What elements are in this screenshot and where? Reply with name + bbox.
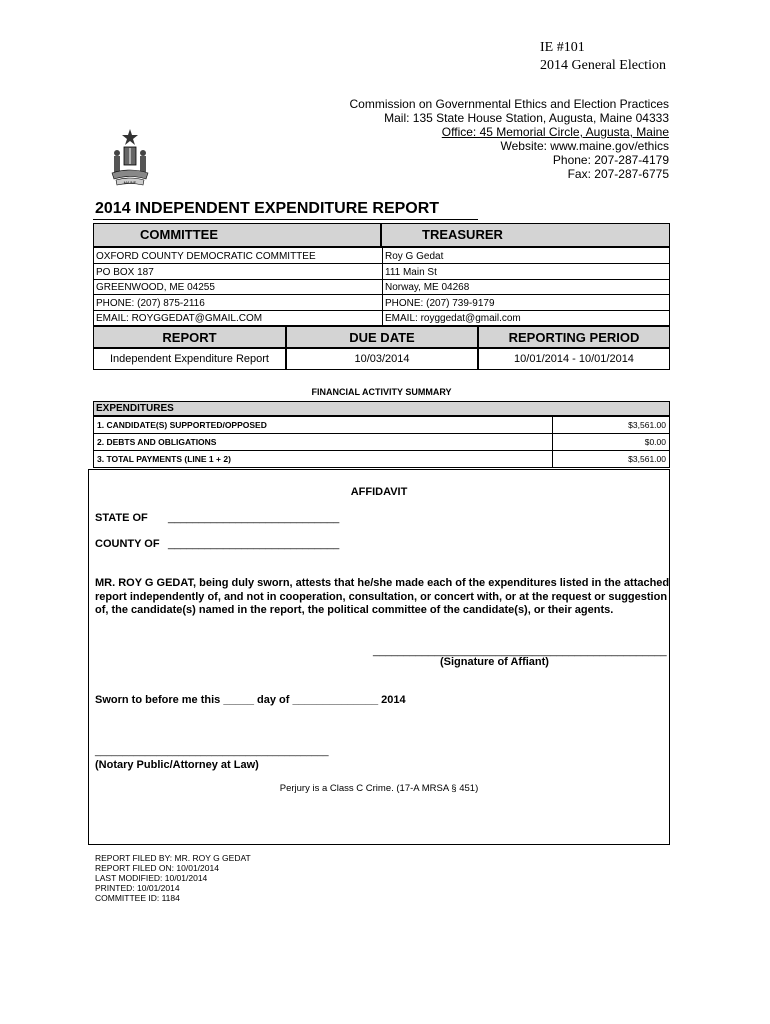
committee-info <box>96 249 316 327</box>
committee-line: PO BOX 187 <box>96 266 154 278</box>
committee-line: GREENWOOD, ME 04255 <box>96 282 215 294</box>
treasurer-heading: TREASURER <box>381 223 670 247</box>
notary-line[interactable]: __________________________________________ <box>95 746 329 757</box>
treasurer-line: PHONE: (207) 739-9179 <box>385 297 495 309</box>
signature-line[interactable]: ________________________________________________ <box>373 645 667 657</box>
footer-line: COMMITTEE ID: 1184 <box>95 893 180 903</box>
treasurer-line: 111 Main St <box>385 266 437 278</box>
agency-mail: Mail: 135 State House Station, Augusta, Maine 04333 <box>384 111 669 125</box>
treasurer-line: Roy G Gedat <box>385 251 444 262</box>
committee-line: OXFORD COUNTY DEMOCRATIC COMMITTEE <box>96 251 316 262</box>
report-type: Independent Expenditure Report <box>93 348 286 370</box>
filing-info <box>95 853 251 903</box>
county-label: COUNTY OF <box>95 538 160 550</box>
contact-divider <box>382 248 383 325</box>
treasurer-line: Norway, ME 04268 <box>385 282 470 294</box>
due-date-heading: DUE DATE <box>286 326 478 348</box>
sworn-statement: Sworn to before me this _____ day of ______________ 2014 <box>95 694 406 706</box>
state-label: STATE OF <box>95 512 148 524</box>
treasurer-info <box>385 249 521 327</box>
agency-website: Website: www.maine.gov/ethics <box>500 139 669 153</box>
row-value: $3,561.00 <box>553 417 670 434</box>
committee-line: EMAIL: ROYGGEDAT@GMAIL.COM <box>96 313 263 325</box>
svg-text:MAINE: MAINE <box>123 180 137 185</box>
agency-phone: Phone: 207-287-4179 <box>552 153 669 167</box>
agency-fax: Fax: 207-287-6775 <box>567 167 669 181</box>
row-value: $3,561.00 <box>553 451 670 468</box>
due-date: 10/03/2014 <box>286 348 478 370</box>
contact-box <box>93 247 670 326</box>
table-row <box>94 451 670 468</box>
table-row <box>94 434 670 451</box>
footer-line: PRINTED: 10/01/2014 <box>95 883 180 893</box>
row-value: $0.00 <box>553 434 670 451</box>
notary-label: (Notary Public/Attorney at Law) <box>95 759 259 771</box>
report-title: 2014 INDEPENDENT EXPENDITURE REPORT <box>95 200 440 217</box>
agency-name: Commission on Governmental Ethics and Election Practices <box>349 97 669 111</box>
signature-label: (Signature of Affiant) <box>440 656 549 668</box>
perjury-notice: Perjury is a Class C Crime. (17-A MRSA § 451) <box>279 783 479 794</box>
table-row <box>94 417 670 434</box>
state-field[interactable]: ____________________________ <box>168 512 340 524</box>
affidavit-title: AFFIDAVIT <box>350 486 408 498</box>
reporting-period-heading: REPORTING PERIOD <box>478 326 670 348</box>
row-label: 1. CANDIDATE(S) SUPPORTED/OPPOSED <box>94 417 553 434</box>
row-label: 3. TOTAL PAYMENTS (LINE 1 + 2) <box>94 451 553 468</box>
expenditures-heading: EXPENDITURES <box>93 401 670 416</box>
footer-line: REPORT FILED BY: MR. ROY G GEDAT <box>95 853 251 863</box>
row-label: 2. DEBTS AND OBLIGATIONS <box>94 434 553 451</box>
footer-line: LAST MODIFIED: 10/01/2014 <box>95 873 208 883</box>
form-id: IE #101 <box>540 40 585 55</box>
election-name: 2014 General Election <box>540 58 666 73</box>
financial-title: FINANCIAL ACTIVITY SUMMARY <box>311 387 452 397</box>
footer-line: REPORT FILED ON: 10/01/2014 <box>95 863 219 873</box>
treasurer-line: EMAIL: royggedat@gmail.com <box>385 313 521 325</box>
form-header <box>540 39 666 75</box>
agency-office: Office: 45 Memorial Circle, Augusta, Maine <box>441 125 669 139</box>
maine-seal <box>108 127 152 189</box>
title-rule <box>93 219 478 220</box>
affidavit-statement: MR. ROY G GEDAT, being duly sworn, attests that he/she made each of the expenditures listed in the attached report independently of, and not in cooperation, consultation, or concert with, or at the request or suggestion of, the candidate(s) named in the report, the political committee of the candidate(s), or their agents. <box>95 577 670 616</box>
committee-heading: COMMITTEE <box>93 223 381 247</box>
report-heading: REPORT <box>93 326 286 348</box>
committee-line: PHONE: (207) 875-2116 <box>96 297 205 309</box>
county-field[interactable]: ____________________________ <box>168 538 340 550</box>
reporting-period: 10/01/2014 - 10/01/2014 <box>478 348 670 370</box>
financial-table <box>93 416 670 468</box>
agency-contact <box>249 97 669 181</box>
